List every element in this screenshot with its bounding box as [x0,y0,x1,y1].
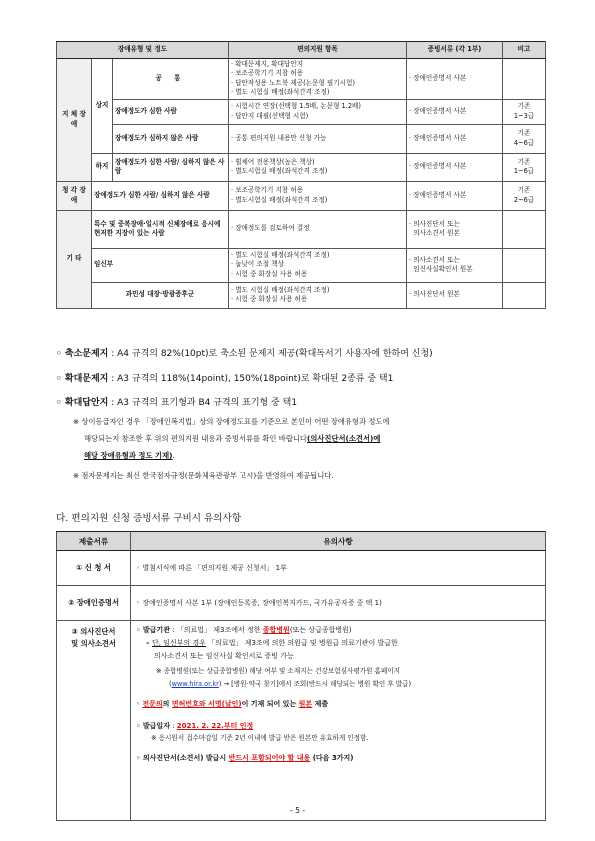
exception-term: 단, 임신부의 경우 [151,639,206,647]
row-label: 장애정도가 심한 사람/ 심하지 않은 사람 [113,153,229,181]
row-text: ◦ 장애인증명서 사본 1부 (장애인등록증, 장애인복지카드, 국가유공자증 중 택 1) [131,586,546,621]
note-text: : A3 규격의 118%(14point), 150%(18point)로 확대된 2종류 중 택1 [108,374,394,384]
hira-note-text: ) → [병원·약국 찾기]에서 조회(반드시 해당되는 병원 확인 후 발급) [218,680,412,688]
section-heading: 다. 편의지원 신청 증빙서류 구비시 유의사항 [56,513,242,524]
exception-text: 「의료법」 제3조에 의한 의원급 및 병원급 의료기관이 발급한 [205,639,398,647]
col-documents: 증빙서류 (각 1부) [407,42,503,59]
table-row [57,210,546,248]
row-text [131,621,546,821]
table-row [57,621,546,821]
issuer-emphasis: 종합병원 [262,626,290,634]
specialist-term: 전문의 [142,700,163,708]
remark-cell [503,248,546,282]
support-items: · 확대문제지, 확대답안지 · 보조공학기기 지참 허용 · 답안작성용 노트북 제공(논문형 필기시험) · 별도 시험실 배정(좌석간격 조정) [229,59,407,100]
subnote-braille: ※ 점자문제지는 최신 한국점자규정(문화체육관광부 고시)을 반영하여 제공됩니다. [73,471,334,480]
support-items: · 시험시간 연장(선택형 1.5배, 논문형 1.2배) · 답안지 대필(선택형 시험) [229,99,407,124]
table-row [57,586,546,621]
row-label: 특수 및 중복장애·일시적 신체장애로 응시에 현저한 지장이 있는 사람 [92,210,229,248]
document-cell: · 장애인증명서 사본 [407,59,503,100]
support-table-header [57,42,546,59]
support-items: · 공통 편의지원 내용만 신청 가능 [229,124,407,153]
row-label: 장애정도가 심하지 않은 사람 [113,124,229,153]
group-other: 기 타 [57,210,92,308]
table-row [57,99,546,124]
remark-cell [503,59,546,100]
required-content-emphasis: 반드시 포함되어야 할 내용 [228,754,311,762]
lower-limb-label: 하지 [92,153,113,181]
note-term: 축소문제지 [64,349,109,359]
issuer-term: ◦ 발급기관 [136,626,170,634]
document-cell: · 의사진단서 원본 [407,282,503,308]
document-cell: · 장애인증명서 사본 [407,124,503,153]
original-line: ◦ 전문의의 면허번호와 서명(날인)이 기재 되어 있는 원본 제출 [136,700,329,708]
validity-line: ※ 응시원서 접수마감일 기준 2년 이내에 발급 받은 원본만 유효하게 인정함. [151,734,369,742]
table-row [57,248,546,282]
document-cell: · 장애인증명서 사본 [407,181,503,210]
dash: – [146,639,152,647]
table-row [57,181,546,210]
col-support-items: 편의지원 항목 [229,42,407,59]
hira-link[interactable]: www.hira.or.kr [171,680,219,688]
note-reduced-sheet: ◦ 축소문제지 : A4 규격의 82%(10pt)로 축소된 문제지 제공(확대독서기 사용자에 한하여 신청) [56,349,433,359]
required-content-text: ◦ 의사진단서(소견서) 발급시 [136,754,229,762]
subnote-emphasis: (의사진단서(소견서)에 [306,434,381,443]
col-notes: 유의사항 [131,532,546,551]
col-disability-type: 장애유형 및 정도 [57,42,229,59]
document-cell: · 의사진단서 또는 의사소견서 원본 [407,210,503,248]
note-term: 확대문제지 [64,374,109,384]
issue-date-term: ◦ 발급일자 [136,722,170,730]
hira-note-line: (www.hira.or.kr) → [병원·약국 찾기]에서 조회(반드시 해당되는 병원 확인 후 발급) [169,680,412,688]
row-label: 임신부 [92,248,229,282]
remark-cell [503,210,546,248]
support-items: · 별도 시험실 배정(좌석간격 조정) · 눕낮이 조절 책상 · 시험 중 화장실 사용 허용 [229,248,407,282]
upper-limb-label: 상지 [92,59,113,154]
remark-cell [503,282,546,308]
remark-cell: 기존 1~3급 [503,99,546,124]
documents-table [56,531,546,821]
row-label: ① 신 청 서 [57,551,131,586]
issuer-text: (또는 상급종합병원) [289,626,352,634]
required-content-line [136,753,540,766]
support-table [56,41,546,309]
document-cell: · 장애인증명서 사본 [407,153,503,181]
table-row [57,153,546,181]
row-label: 장애정도가 심한 사람 [113,99,229,124]
support-items: · 별도 시험실 배정(좌석간격 조정) · 시험 중 화장실 사용 허용 [229,282,407,308]
document-cell: · 의사소견서 또는 임신사실확인서 원본 [407,248,503,282]
row-text: ◦ 별첨서식에 따른 「편의지원 제공 신청서」 1부 [131,551,546,586]
note-enlarged-answer: ◦ 확대답안지 : A3 규격의 표기형과 B4 규격의 표기형 중 택1 [56,398,298,408]
support-items: · 휠체어 전용책상(높은 책상) · 별도시험실 배정(좌석간격 조정) [229,153,407,181]
remark-cell: 기존 1~6급 [503,153,546,181]
issuer-line [136,625,540,638]
row-label-line: ③ 의사진단서 [71,627,116,636]
page-number: - 5 - [289,806,306,815]
subnote-line [84,451,175,461]
issue-date-line [136,718,540,733]
support-items: · 보조공학기기 지참 허용 · 별도시험실 배정(좌석간격 조정) [229,181,407,210]
issue-date-text: : [169,722,177,730]
subnote-line: ※ 상이등급자인 경우 「장애인복지법」상의 장애정도표를 기준으로 본인이 어떤 장애유형과 정도에 [73,417,390,426]
note-text: : A3 규격의 표기형과 B4 규격의 표기형 중 택1 [108,398,298,408]
table-row [57,124,546,153]
original-text: 제출 [312,700,329,708]
subnote-text: . [172,451,175,460]
group-hearing: 청 각 장 애 [57,181,92,210]
col-remarks: 비고 [503,42,546,59]
document-cell: · 장애인증명서 사본 [407,99,503,124]
table-row [57,282,546,308]
original-text: 이 기재 되어 있는 [241,700,299,708]
col-submission: 제출서류 [57,532,131,551]
issuer-text: : 「의료법」 제3조에서 정한 [169,626,263,634]
documents-table-header [57,532,546,551]
exception-line: 의사소견서 또는 임신사실 확인서로 증빙 가능 [154,652,294,660]
row-label: 장애정도가 심한 사람/ 심하지 않은 사람 [92,181,229,210]
note-text: : A4 규격의 82%(10pt)로 축소된 문제지 제공(확대독서기 사용자에 한하여 신청) [108,349,433,359]
original-term: 원본 [298,700,313,708]
remark-cell: 기존 4~6급 [503,124,546,153]
exception-line [136,638,540,651]
table-row [57,59,546,100]
row-label [57,621,131,821]
row-label-line: 및 의사소견서 [71,639,116,648]
row-label: 공 통 [113,59,229,100]
subnote-emphasis: 해당 장애유형과 정도 기재) [84,451,173,460]
table-row [57,551,546,586]
group-physical: 지 체 장 애 [57,59,92,182]
original-text: 의 [162,700,172,708]
subnote-text: 해당되는지 참조한 후 위의 편의지원 내용과 증빙서류를 확인 바랍니다 [84,434,307,443]
remark-cell: 기존 2~6급 [503,181,546,210]
note-enlarged-sheet: ◦ 확대문제지 : A3 규격의 118%(14point), 150%(18point)로 확대된 2종류 중 택1 [56,374,394,384]
row-label: 과민성 대장·방광증후군 [92,282,229,308]
license-term: 면허번호와 서명(날인) [171,700,242,708]
hira-note-line: ※ 종합병원(또는 상급종합병원) 해당 여부 및 소재지는 건강보험심사평가원 홈페이지 [156,667,401,675]
row-label: ② 장애인증명서 [57,586,131,621]
issue-date-value: 2021. 2. 22.부터 인정 [176,722,254,730]
subnote-line [84,434,380,444]
support-items: · 장애정도를 검토하여 결정 [229,210,407,248]
note-term: 확대답안지 [64,398,109,408]
required-content-text: (다음 3가지) [310,754,354,762]
